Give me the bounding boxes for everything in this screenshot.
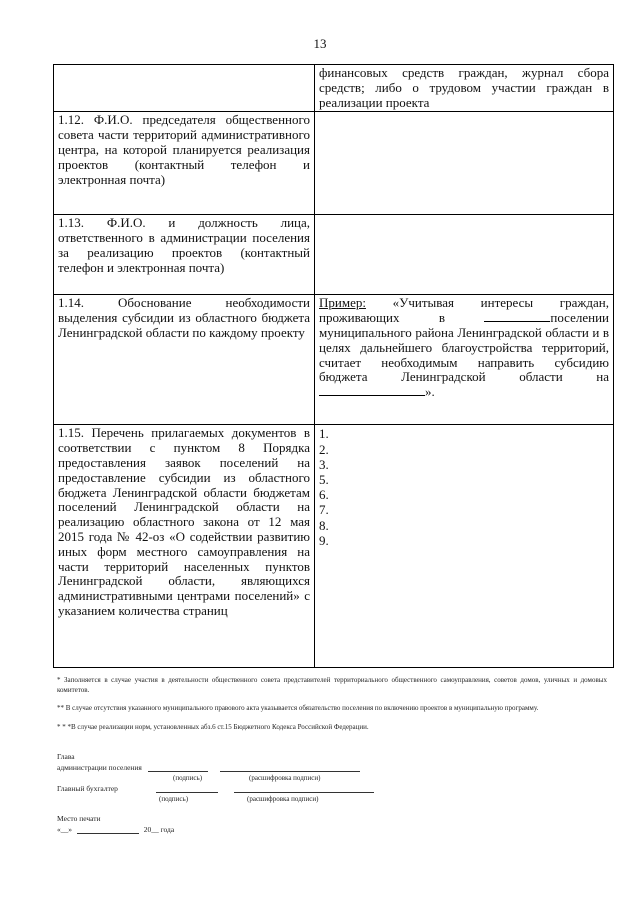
row0-left-cell (54, 65, 315, 112)
footnote-3: * * *В случае реализации норм, установленных абз.6 ст.15 Бюджетного Кодекса Российской Федерации. (57, 723, 369, 731)
footnote-1: * Заполняется в случае участия в деятельности общественного совета представителей территориального общественного самоуправления, советов домов, уличных и домовых комитетов. (57, 676, 607, 694)
list-item: 1. (319, 426, 329, 442)
date-year: 20__ года (143, 825, 175, 834)
example-text-1: «Учитывая интересы граждан, проживающих в (319, 295, 609, 326)
signature-block (57, 752, 517, 847)
date-month-line (77, 825, 139, 834)
head-label-2: администрации поселения (57, 763, 142, 772)
example-text-3: ». (425, 384, 435, 400)
list-item: 2. (319, 441, 329, 457)
table-row (54, 425, 614, 668)
date-prefix: «__» (57, 825, 72, 834)
row-1-13-value (315, 215, 614, 295)
list-item: 3. (319, 456, 329, 472)
accountant-decoding-line (234, 784, 374, 793)
head-signature-line (148, 763, 208, 772)
settlement-blank (484, 321, 550, 322)
list-item: 9. (319, 532, 329, 548)
head-label-1: Глава (57, 752, 75, 761)
head-decoding-line (220, 763, 360, 772)
head-signature-hint: (подпись) (173, 774, 203, 782)
table-row (54, 295, 614, 425)
list-item: 7. (319, 502, 329, 518)
example-label: Пример: (319, 295, 366, 311)
row-1-12-label: 1.12. Ф.И.О. председателя общественного совета части территорий административного центра, на которой планируется реализация проектов (контактный телефон и электронная почта) (54, 112, 315, 215)
accountant-signature-line (156, 784, 218, 793)
row-1-15-label: 1.15. Перечень прилагаемых документов в соответствии с пунктом 8 Порядка предоставления заявок поселений на предоставление субсидии из областного бюджета Ленинградской области бюджетам поселений Ленинградской области на реализацию областного закона от 12 мая 2015 года № 42-оз «О содействии развитию иных форм местного самоуправления на части территорий населенных пунктов Ленинградской области, являющихся административными центрами поселений» с указанием количества страниц (54, 425, 315, 668)
footnote-2: ** В случае отсутствия указанного муниципального правового акта указывается обязательство поселения по включению проектов в муниципальную программу. (57, 704, 539, 712)
accountant-label: Главный бухгалтер (57, 784, 118, 793)
list-item: 5. (319, 472, 329, 487)
accountant-decoding-hint: (расшифровка подписи) (247, 795, 319, 803)
head-row (57, 763, 360, 772)
footnotes (57, 675, 607, 732)
accountant-signature-hint: (подпись) (159, 795, 189, 803)
table-row (54, 215, 614, 295)
stamp-label: Место печати (57, 814, 101, 823)
row-1-13-label: 1.13. Ф.И.О. и должность лица, ответственного в администрации поселения за реализацию проектов (контактный телефон и электронная почта) (54, 215, 315, 295)
table-row (54, 112, 614, 215)
table-row (54, 65, 614, 112)
application-table (53, 64, 614, 668)
row-1-15-value (315, 425, 614, 668)
row-1-14-label: 1.14. Обоснование необходимости выделения субсидии из областного бюджета Ленинградской области по каждому проекту (54, 295, 315, 425)
list-item: 6. (319, 487, 329, 503)
page-number: 13 (313, 36, 327, 51)
date-row (57, 825, 174, 834)
purpose-blank (319, 395, 425, 396)
row-1-14-value (315, 295, 614, 425)
example-text-2: поселении муниципального района Ленинградской области и в целях дальнейшего благоустройства территорий, считает необходимым направить субсидию бюджета Ленинградской области на (319, 310, 609, 385)
head-decoding-hint: (расшифровка подписи) (249, 774, 321, 782)
accountant-row (57, 784, 374, 793)
row-1-12-value (315, 112, 614, 215)
list-item: 8. (319, 517, 329, 533)
row0-right-cell: финансовых средств граждан, журнал сбора средств; либо о трудовом участии граждан в реализации проекта (315, 65, 614, 112)
